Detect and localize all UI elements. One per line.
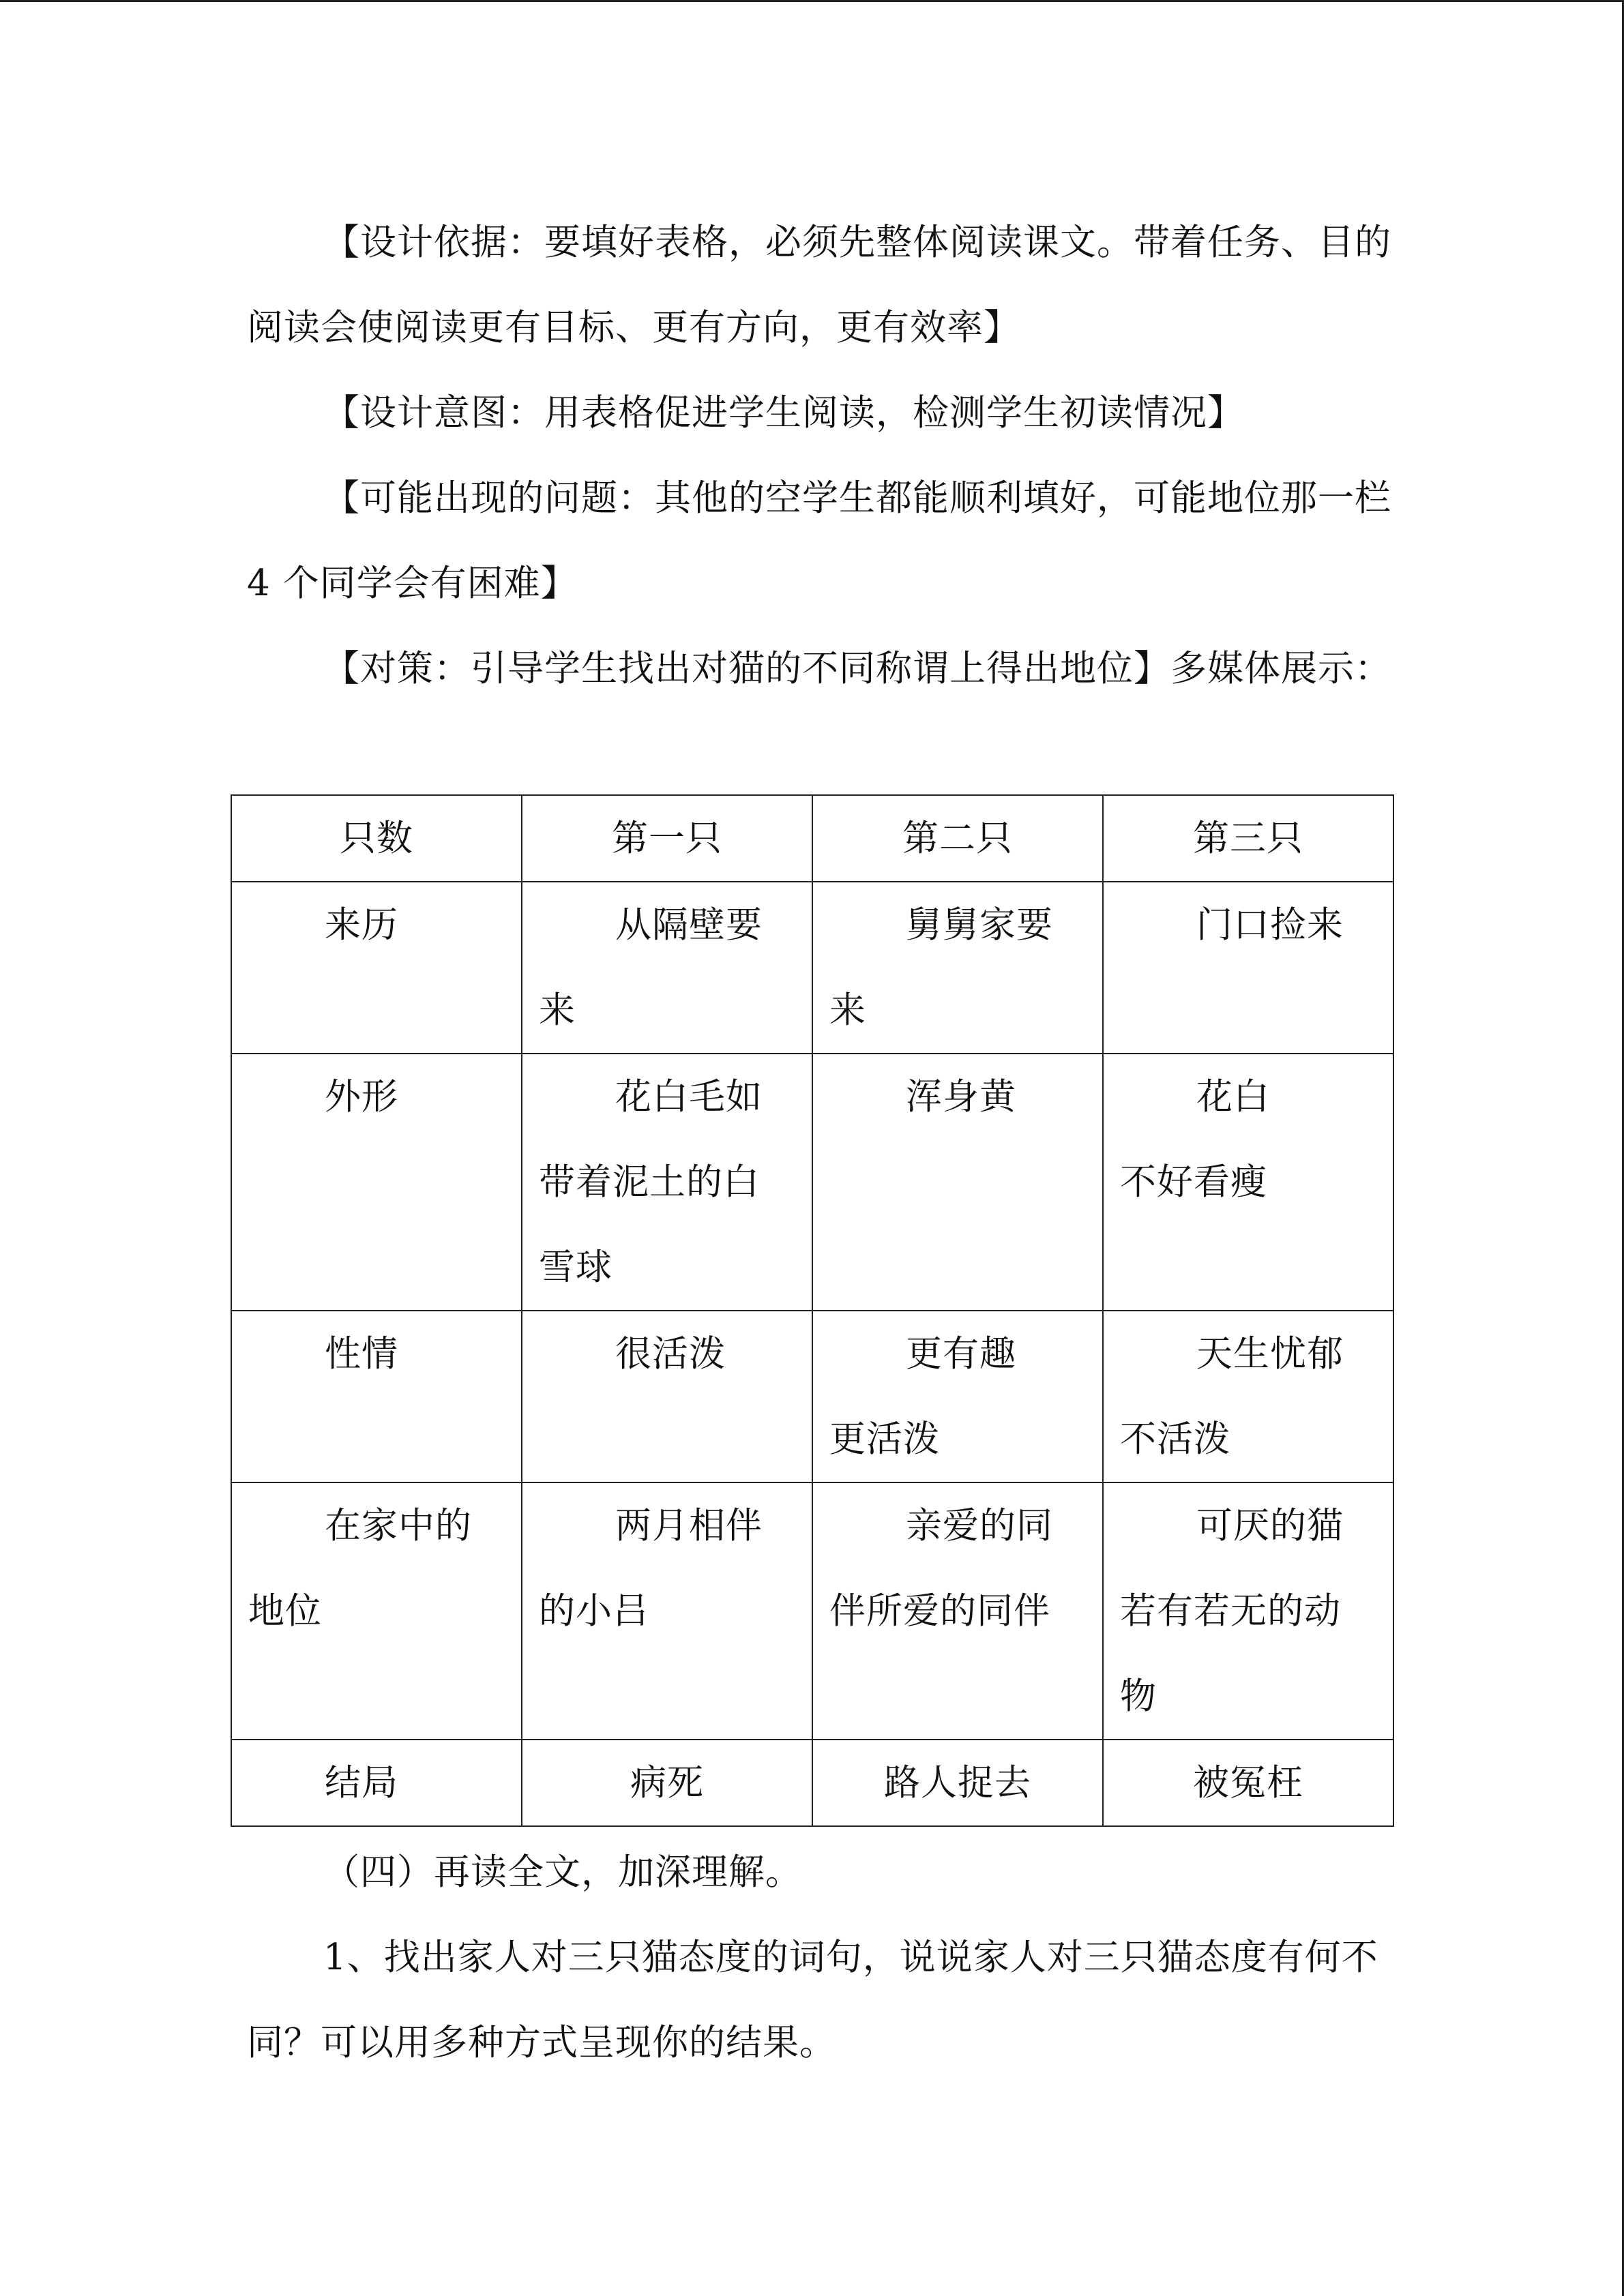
row-label-cell: 性情: [231, 1311, 522, 1482]
table-header-cell: 第一只: [522, 795, 812, 882]
table-cell: 浑身黄: [812, 1054, 1103, 1311]
table-cell: 从隔壁要来: [522, 882, 812, 1054]
table-header-row: [231, 795, 1393, 882]
row-label-cell: 结局: [231, 1740, 522, 1826]
table-cell: 病死: [522, 1740, 812, 1826]
table-cell: 舅舅家要来: [812, 882, 1103, 1054]
row-label-cell: 在家中的地位: [231, 1482, 522, 1740]
table-header-cell: 只数: [231, 795, 522, 882]
table-cell: 天生忧郁不活泼: [1103, 1311, 1393, 1482]
table-cell: 亲爱的同伴所爱的同伴: [812, 1482, 1103, 1740]
table-cell: 两月相伴的小吕: [522, 1482, 812, 1740]
strategy-paragraph: 【对策：引导学生找出对猫的不同称谓上得出地位】多媒体展示：: [323, 648, 1391, 689]
table-row: [231, 1482, 1393, 1740]
table-row: [231, 1054, 1393, 1311]
table-header-cell: 第二只: [812, 795, 1103, 882]
table-row: [231, 1311, 1393, 1482]
table-row: [231, 1740, 1393, 1826]
section-four-heading: （四）再读全文，加深理解。: [323, 1851, 802, 1893]
row-label-cell: 来历: [231, 882, 522, 1054]
table-cell: 花白 不好看瘦: [1103, 1054, 1393, 1311]
design-basis-paragraph: 【设计依据：要填好表格，必须先整体阅读课文。带着任务、目的阅读会使阅读更有目标、更有方向，更有效率】: [247, 222, 1391, 348]
table-cell: 很活泼: [522, 1311, 812, 1482]
row-label-cell: 外形: [231, 1054, 522, 1311]
design-intent-paragraph: 【设计意图：用表格促进学生阅读，检测学生初读情况】: [323, 392, 1244, 434]
table-header-cell: 第三只: [1103, 795, 1393, 882]
table-cell: 路人捉去: [812, 1740, 1103, 1826]
table-cell: 花白毛如带着泥土的白雪球: [522, 1054, 812, 1311]
table-cell: 更有趣 更活泼: [812, 1311, 1103, 1482]
cat-comparison-table: [231, 794, 1394, 1827]
table-cell: 门口捡来: [1103, 882, 1393, 1054]
table-cell: 可厌的猫若有若无的动物: [1103, 1482, 1393, 1740]
task-one-paragraph: 1、找出家人对三只猫态度的词句，说说家人对三只猫态度有何不同？可以用多种方式呈现你的结果。: [247, 1937, 1378, 2063]
table-cell: 被冤枉: [1103, 1740, 1393, 1826]
possible-problems-paragraph: 【可能出现的问题：其他的空学生都能顺利填好，可能地位那一栏 4 个同学会有困难】: [247, 477, 1391, 604]
table-row: [231, 882, 1393, 1054]
